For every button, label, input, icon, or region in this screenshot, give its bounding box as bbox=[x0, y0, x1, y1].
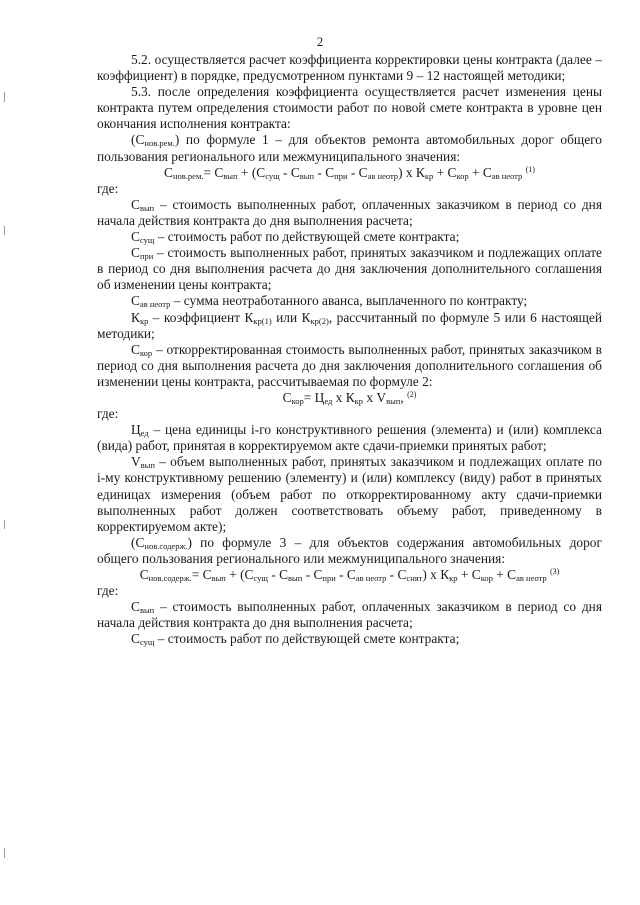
text-run: – коэффициент К bbox=[148, 309, 254, 325]
text-run: кор bbox=[456, 170, 469, 181]
text-run: - С bbox=[302, 567, 323, 582]
scan-edge-mark bbox=[4, 848, 5, 858]
text-run: ед bbox=[140, 428, 149, 439]
text-run: – откорректированная стоимость выполненных работ, принятых заказчиком в период со дня выполнения расчета до дня заключения дополнительного соглашения об изменении цены контракта, рассчитываемая по формуле 2: bbox=[97, 341, 602, 389]
definition-k-kr bbox=[97, 310, 602, 342]
definition-c-vyp bbox=[97, 197, 602, 229]
text-run: кор bbox=[480, 573, 493, 583]
text-run: – стоимость работ по действующей смете контракта; bbox=[154, 631, 460, 647]
definition-v-vyp bbox=[97, 454, 602, 534]
text-run: К bbox=[131, 309, 140, 325]
text-run: вып bbox=[386, 395, 401, 406]
text-run: С bbox=[131, 599, 140, 615]
text-run: х V bbox=[363, 389, 387, 405]
text-run: или К bbox=[271, 309, 311, 325]
text-run: кр bbox=[424, 170, 434, 181]
text-run: нов.рем. bbox=[172, 170, 204, 181]
text-run: при bbox=[322, 573, 336, 583]
paragraph-5-2: 5.2. осуществляется расчет коэффициента корректировки цены контракта (далее – коэффициент) в порядке, предусмотренном пунктами 9 – 12 настоящей методики; bbox=[97, 52, 602, 84]
text-run: – стоимость выполненных работ, оплаченных заказчиком в период со дня начала действия контракта до дня выполнения расчета; bbox=[97, 196, 602, 228]
definition-3-c-sush bbox=[97, 631, 602, 647]
text-run: ав неотр bbox=[139, 299, 171, 310]
text-run: сущ bbox=[139, 637, 155, 648]
text-run: ) x К bbox=[422, 567, 450, 582]
text-run: - С bbox=[314, 164, 335, 180]
text-run: Ц bbox=[131, 422, 141, 438]
text-run: (С bbox=[131, 534, 145, 550]
text-run: ) x К bbox=[398, 164, 425, 180]
text-run: – стоимость выполненных работ, принятых заказчиком и подлежащих оплате в период со дня выполнения расчета до дня заключения дополнительного соглашения об изменении цены контракта; bbox=[97, 245, 602, 293]
definition-c-kor bbox=[97, 342, 602, 390]
definition-3-c-vyp bbox=[97, 599, 602, 631]
text-run: + С bbox=[457, 567, 481, 582]
text-run: + С bbox=[433, 164, 457, 180]
text-run: кр bbox=[139, 315, 149, 326]
text-run: ) по формуле 1 – для объектов ремонта автомобильных дорог общего пользования регионального или межмуниципального значения: bbox=[97, 132, 602, 164]
text-run: ав неотр bbox=[355, 573, 387, 583]
text-run: С bbox=[164, 164, 173, 180]
text-run: вып bbox=[299, 170, 315, 181]
where-label-1: где: bbox=[97, 180, 119, 196]
text-run: кр(2) bbox=[310, 315, 329, 326]
text-run: нов.содерж. bbox=[144, 540, 188, 551]
text-run: кр(1) bbox=[253, 315, 272, 326]
text-run: С bbox=[131, 196, 140, 212]
text-run: (1) bbox=[525, 164, 535, 174]
text-run: нов.содерж. bbox=[148, 573, 192, 583]
text-run: , bbox=[400, 389, 408, 405]
text-run: – сумма неотработанного аванса, выплаченного по контракту; bbox=[170, 293, 528, 309]
text-run: ав неотр bbox=[491, 170, 523, 181]
text-run: сущ bbox=[139, 235, 155, 246]
text-run: ) по формуле 3 – для объектов содержания автомобильных дорог общего пользования регионального или межмуниципального значения: bbox=[97, 534, 602, 566]
where-label-3: где: bbox=[97, 583, 119, 599]
text-run: вып bbox=[211, 573, 226, 583]
text-run: кр bbox=[354, 395, 364, 406]
text-run: С bbox=[131, 293, 140, 309]
text-run: сущ bbox=[253, 573, 268, 583]
text-run: вып bbox=[139, 605, 155, 616]
text-run: = С bbox=[191, 567, 212, 582]
text-run: – цена единицы i-го конструктивного решения (элемента) и (или) комплекса (вида) работ, принятая в корректируемом акте сдачи-приемки принятых работ; bbox=[97, 422, 602, 454]
text-run: при bbox=[139, 251, 154, 262]
text-run: кор bbox=[291, 395, 304, 406]
definition-c-av-neotr bbox=[97, 293, 602, 309]
paragraph-formula-3-intro bbox=[97, 535, 602, 567]
text-run: (3) bbox=[549, 567, 560, 576]
text-run: V bbox=[131, 454, 141, 470]
text-run: + (С bbox=[225, 567, 254, 582]
text-run: – стоимость работ по действующей смете контракта; bbox=[154, 229, 460, 245]
scan-edge-mark bbox=[4, 520, 5, 529]
text-run: ав неотр bbox=[516, 573, 547, 583]
definition-c-sush bbox=[97, 229, 602, 245]
text-run: , рассчитанный по формуле 5 или 6 настоящей методики; bbox=[97, 309, 602, 341]
document-body bbox=[97, 52, 602, 647]
text-run: вып bbox=[223, 170, 238, 181]
formula-2 bbox=[97, 390, 602, 406]
text-run: х К bbox=[332, 389, 355, 405]
text-run: вып bbox=[139, 202, 155, 213]
text-run: - С bbox=[386, 567, 407, 582]
text-run: при bbox=[334, 170, 348, 181]
text-run: снят bbox=[406, 573, 423, 583]
definition-c-ed bbox=[97, 422, 602, 454]
text-run: вып bbox=[288, 573, 303, 583]
text-run: С bbox=[282, 389, 292, 405]
text-run: + С bbox=[492, 567, 517, 582]
text-run: сущ bbox=[265, 170, 280, 181]
formula-3 bbox=[97, 567, 602, 583]
paragraph-5-3: 5.3. после определения коэффициента осуществляется расчет изменения цены контракта путем определения стоимости работ по новой смете контракта в уровне цен окончания исполнения контракта: bbox=[97, 84, 602, 132]
scan-edge-mark bbox=[4, 226, 5, 235]
text-run: вып bbox=[140, 460, 155, 471]
text-run: (С bbox=[131, 132, 145, 148]
text-run: С bbox=[139, 567, 149, 582]
page-number: 2 bbox=[316, 34, 324, 49]
definition-c-pri bbox=[97, 245, 602, 293]
text-run: – стоимость выполненных работ, оплаченных заказчиком в период со дня начала действия контракта до дня выполнения расчета; bbox=[97, 599, 602, 631]
text-run: + С bbox=[468, 164, 492, 180]
scan-edge-mark bbox=[4, 92, 5, 102]
text-run: - С bbox=[335, 567, 356, 582]
formula-1 bbox=[97, 165, 602, 181]
text-run: = С bbox=[203, 164, 224, 180]
text-run: С bbox=[131, 229, 140, 245]
text-run: (2) bbox=[407, 389, 417, 399]
text-run: кр bbox=[449, 573, 458, 583]
text-run: – объем выполненных работ, принятых заказчиком и подлежащих оплате по i-му конструктивному решению (элементу) и (или) комплексу (виду) работ в принятых единицах измерения (объем работ по откорректированному акту сдачи-приемки выполненных работ должен соответствовать объему работ, приведенному в корректируемом акте); bbox=[97, 454, 602, 534]
text-run: кор bbox=[139, 347, 153, 358]
text-run: - С bbox=[279, 164, 300, 180]
text-run: = Ц bbox=[303, 389, 325, 405]
paragraph-formula-1-intro bbox=[97, 132, 602, 164]
text-run: С bbox=[131, 245, 140, 261]
text-run: - С bbox=[267, 567, 289, 582]
text-run: нов.рем. bbox=[144, 138, 175, 149]
text-run: + (С bbox=[237, 164, 266, 180]
text-run: ав неотр bbox=[367, 170, 399, 181]
text-run: С bbox=[131, 341, 140, 357]
text-run: С bbox=[131, 631, 140, 647]
text-run: ед bbox=[324, 395, 333, 406]
text-run: - С bbox=[347, 164, 368, 180]
where-label-2: где: bbox=[97, 406, 119, 422]
